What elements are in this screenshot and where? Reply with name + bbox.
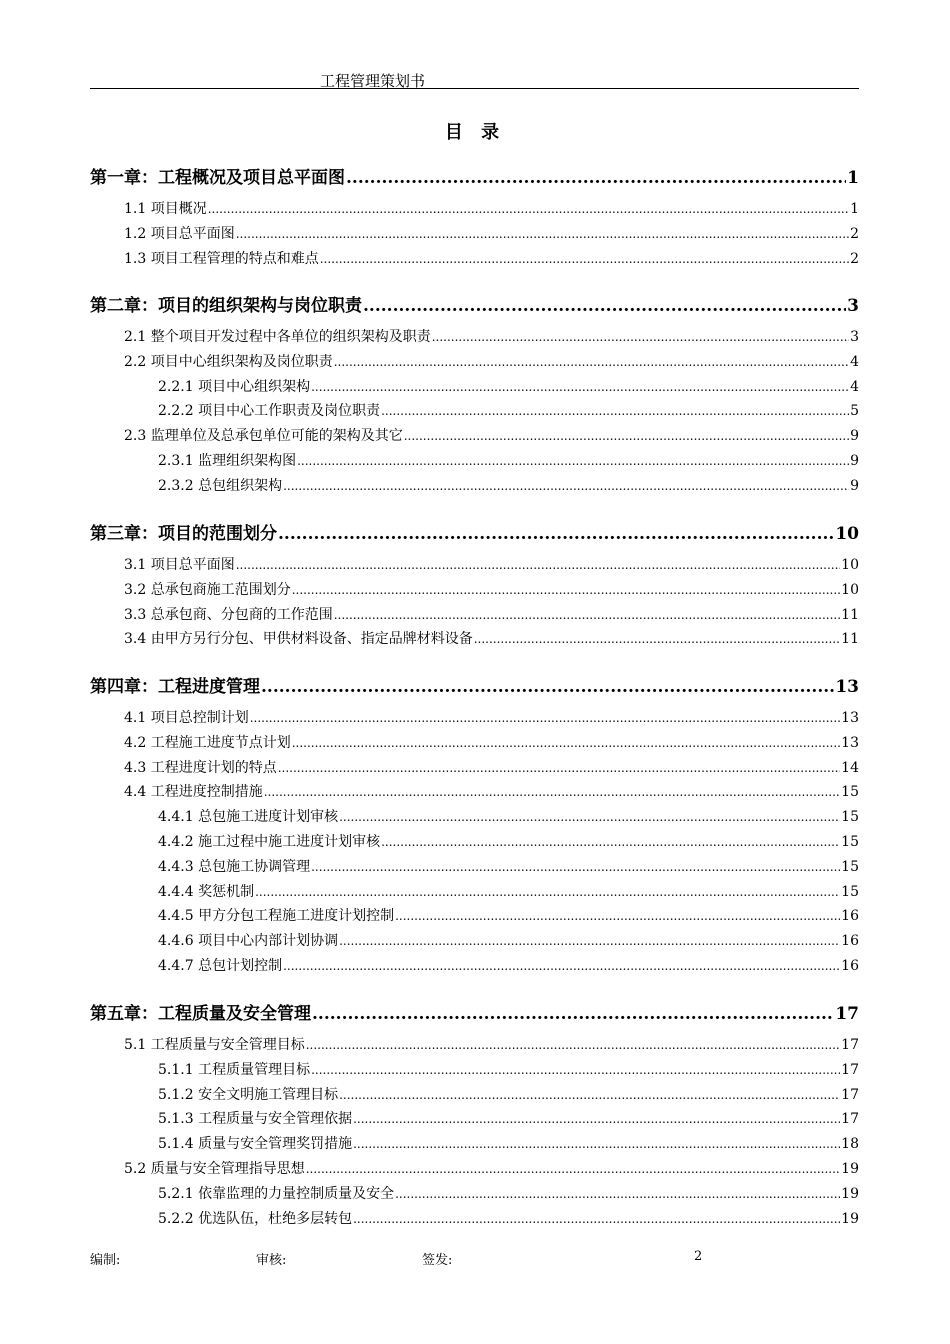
toc-entry-label: 4.4 工程进度控制措施 bbox=[124, 784, 263, 801]
toc-entry-label: 2.3.1 监理组织架构图 bbox=[158, 453, 297, 469]
toc-entry-label: 5.2.1 依靠监理的力量控制质量及安全 bbox=[158, 1185, 395, 1202]
toc-entry-label: 2.2.1 项目中心组织架构 bbox=[158, 378, 311, 395]
toc-dot-leader bbox=[255, 885, 840, 899]
toc-dot-leader bbox=[292, 736, 840, 750]
toc-entry-label: 4.4.3 总包施工协调管理 bbox=[158, 858, 311, 875]
toc-entry-label: 第四章：工程进度管理 bbox=[90, 677, 260, 697]
toc-section-entry[interactable] bbox=[124, 757, 859, 777]
toc-chapter-entry[interactable] bbox=[90, 163, 859, 188]
toc-section-entry[interactable] bbox=[124, 732, 859, 752]
toc-entry-label: 5.1.4 质量与安全管理奖罚措施 bbox=[158, 1136, 353, 1153]
toc-entry-label: 5.2.2 优选队伍，杜绝多层转包 bbox=[158, 1210, 353, 1227]
toc-entry-page-number: 14 bbox=[841, 759, 859, 776]
toc-section-entry[interactable] bbox=[124, 1034, 859, 1054]
toc-dot-leader bbox=[381, 404, 849, 418]
toc-section-entry[interactable] bbox=[124, 223, 859, 243]
toc-entry-page-number: 3 bbox=[850, 329, 859, 345]
toc-dot-leader bbox=[320, 252, 849, 266]
footer-editor-label: 编制: bbox=[90, 1253, 121, 1268]
toc-entry-label: 第五章：工程质量及安全管理 bbox=[90, 1004, 311, 1024]
footer-page-number: 2 bbox=[694, 1249, 703, 1264]
toc-entry-label: 第二章：项目的组织架构与岗位职责 bbox=[90, 296, 362, 316]
toc-entry-page-number: 10 bbox=[835, 524, 859, 544]
toc-section-entry[interactable] bbox=[158, 881, 859, 901]
toc-section-entry[interactable] bbox=[124, 628, 859, 648]
toc-entry-label: 2.3.2 总包组织架构 bbox=[158, 477, 283, 494]
toc-entry-label: 4.4.1 总包施工进度计划审核 bbox=[158, 809, 339, 826]
toc-chapter-entry[interactable] bbox=[90, 519, 859, 544]
toc-entry-label: 5.2 质量与安全管理指导思想 bbox=[124, 1161, 305, 1177]
toc-entry-label: 4.4.7 总包计划控制 bbox=[158, 958, 283, 974]
toc-entry-page-number: 3 bbox=[847, 296, 859, 316]
toc-section-entry[interactable] bbox=[124, 326, 859, 346]
toc-section-entry[interactable] bbox=[124, 781, 859, 801]
toc-section-entry[interactable] bbox=[158, 376, 859, 396]
toc-dot-leader bbox=[311, 380, 849, 394]
toc-entry-page-number: 15 bbox=[841, 883, 859, 900]
toc-section-entry[interactable] bbox=[158, 400, 859, 420]
toc-section-entry[interactable] bbox=[124, 425, 859, 445]
toc-entry-page-number: 15 bbox=[841, 858, 859, 875]
toc-entry-page-number: 19 bbox=[841, 1161, 859, 1177]
toc-dot-leader bbox=[363, 296, 846, 316]
toc-entry-page-number: 4 bbox=[850, 378, 859, 395]
toc-entry-page-number: 16 bbox=[841, 933, 859, 950]
toc-dot-leader bbox=[297, 454, 849, 468]
toc-entry-page-number: 15 bbox=[841, 784, 859, 801]
toc-entry-label: 4.4.4 奖惩机制 bbox=[158, 883, 255, 900]
toc-section-entry[interactable] bbox=[124, 707, 859, 727]
toc-section-entry[interactable] bbox=[158, 905, 859, 925]
toc-dot-leader bbox=[404, 429, 849, 443]
toc-entry-page-number: 17 bbox=[841, 1061, 859, 1078]
toc-dot-leader bbox=[283, 959, 840, 973]
toc-dot-leader bbox=[264, 785, 840, 799]
toc-section-entry[interactable] bbox=[124, 248, 859, 268]
toc-dot-leader bbox=[353, 1212, 840, 1226]
toc-entry-page-number: 5 bbox=[850, 403, 859, 420]
toc-section-entry[interactable] bbox=[158, 1183, 859, 1203]
toc-dot-leader bbox=[311, 1063, 840, 1077]
toc-entry-page-number: 13 bbox=[841, 734, 859, 751]
toc-section-entry[interactable] bbox=[158, 450, 859, 470]
toc-dot-leader bbox=[278, 524, 834, 544]
toc-section-entry[interactable] bbox=[158, 1208, 859, 1228]
toc-entry-page-number: 16 bbox=[841, 958, 859, 974]
toc-entry-label: 2.1 整个项目开发过程中各单位的组织架构及职责 bbox=[124, 329, 431, 345]
toc-dot-leader bbox=[312, 1004, 834, 1024]
toc-section-entry[interactable] bbox=[124, 604, 859, 624]
toc-dot-leader bbox=[353, 1137, 840, 1151]
toc-dot-leader bbox=[353, 1112, 840, 1126]
toc-entry-label: 4.2 工程施工进度节点计划 bbox=[124, 734, 291, 751]
toc-entry-page-number: 19 bbox=[841, 1210, 859, 1227]
toc-entry-page-number: 9 bbox=[850, 453, 859, 469]
toc-entry-label: 1.1 项目概况 bbox=[124, 201, 207, 217]
toc-entry-page-number: 11 bbox=[841, 631, 859, 648]
toc-dot-leader bbox=[236, 227, 849, 241]
toc-entry-label: 3.1 项目总平面图 bbox=[124, 557, 235, 573]
toc-dot-leader bbox=[334, 355, 849, 369]
toc-entry-page-number: 17 bbox=[841, 1111, 859, 1128]
toc-entry-label: 3.3 总承包商、分包商的工作范围 bbox=[124, 606, 333, 623]
toc-entry-label: 1.2 项目总平面图 bbox=[124, 225, 235, 242]
toc-section-entry[interactable] bbox=[124, 351, 859, 371]
toc-section-entry[interactable] bbox=[158, 1059, 859, 1079]
toc-entry-page-number: 10 bbox=[841, 581, 859, 598]
toc-entry-label: 5.1 工程质量与安全管理目标 bbox=[124, 1037, 305, 1053]
toc-dot-leader bbox=[474, 632, 840, 646]
toc-entry-page-number: 1 bbox=[847, 168, 859, 188]
toc-dot-leader bbox=[278, 761, 840, 775]
toc-entry-page-number: 4 bbox=[850, 353, 859, 370]
toc-entry-label: 2.2.2 项目中心工作职责及岗位职责 bbox=[158, 403, 381, 420]
toc-entry-page-number: 17 bbox=[835, 1004, 859, 1024]
toc-entry-page-number: 17 bbox=[841, 1086, 859, 1103]
toc-chapter-entry[interactable] bbox=[90, 291, 859, 316]
toc-section-entry[interactable] bbox=[158, 856, 859, 876]
toc-entry-page-number: 18 bbox=[841, 1136, 859, 1153]
toc-entry-page-number: 19 bbox=[841, 1185, 859, 1202]
toc-entry-label: 2.2 项目中心组织架构及岗位职责 bbox=[124, 353, 333, 370]
toc-entry-page-number: 10 bbox=[841, 557, 859, 573]
toc-entry-label: 第一章：工程概况及项目总平面图 bbox=[90, 168, 345, 188]
toc-dot-leader bbox=[339, 810, 840, 824]
footer-reviewer-label: 审核: bbox=[256, 1253, 287, 1268]
toc-chapter-entry[interactable] bbox=[90, 672, 859, 697]
toc-dot-leader bbox=[381, 835, 840, 849]
header-divider bbox=[90, 88, 859, 89]
toc-entry-page-number: 11 bbox=[841, 606, 859, 623]
toc-section-entry[interactable] bbox=[158, 475, 859, 495]
toc-entry-label: 3.2 总承包商施工范围划分 bbox=[124, 581, 291, 598]
toc-section-entry[interactable] bbox=[124, 198, 859, 218]
page-header-title: 工程管理策划书 bbox=[320, 72, 426, 90]
toc-dot-leader bbox=[283, 479, 849, 493]
toc-section-entry[interactable] bbox=[158, 831, 859, 851]
toc-title: 目 录 bbox=[444, 122, 506, 143]
toc-dot-leader bbox=[261, 677, 834, 697]
toc-dot-leader bbox=[250, 711, 840, 725]
toc-dot-leader bbox=[334, 608, 840, 622]
toc-section-entry[interactable] bbox=[124, 579, 859, 599]
toc-dot-leader bbox=[339, 934, 840, 948]
toc-entry-label: 5.1.2 安全文明施工管理目标 bbox=[158, 1086, 339, 1103]
toc-dot-leader bbox=[311, 860, 840, 874]
toc-entry-page-number: 2 bbox=[850, 225, 859, 242]
toc-entry-label: 4.4.5 甲方分包工程施工进度计划控制 bbox=[158, 908, 395, 925]
toc-dot-leader bbox=[395, 1187, 840, 1201]
toc-entry-label: 3.4 由甲方另行分包、甲供材料设备、指定品牌材料设备 bbox=[124, 631, 473, 648]
toc-dot-leader bbox=[292, 583, 840, 597]
toc-section-entry[interactable] bbox=[158, 1133, 859, 1153]
toc-dot-leader bbox=[306, 1038, 840, 1052]
toc-dot-leader bbox=[339, 1088, 840, 1102]
toc-entry-label: 4.1 项目总控制计划 bbox=[124, 710, 249, 726]
toc-section-entry[interactable] bbox=[124, 1158, 859, 1178]
toc-entry-label: 1.3 项目工程管理的特点和难点 bbox=[124, 250, 319, 267]
toc-section-entry[interactable] bbox=[124, 554, 859, 574]
toc-dot-leader bbox=[236, 558, 840, 572]
toc-dot-leader bbox=[346, 168, 846, 188]
toc-dot-leader bbox=[306, 1162, 840, 1176]
toc-entry-label: 5.1.3 工程质量与安全管理依据 bbox=[158, 1111, 353, 1128]
toc-entry-label: 2.3 监理单位及总承包单位可能的架构及其它 bbox=[124, 428, 403, 445]
toc-section-entry[interactable] bbox=[158, 1108, 859, 1128]
toc-section-entry[interactable] bbox=[158, 806, 859, 826]
toc-section-entry[interactable] bbox=[158, 930, 859, 950]
toc-entry-page-number: 1 bbox=[850, 201, 859, 217]
toc-dot-leader bbox=[208, 202, 849, 216]
toc-entry-label: 5.1.1 工程质量管理目标 bbox=[158, 1061, 311, 1078]
toc-entry-page-number: 15 bbox=[841, 834, 859, 850]
toc-entry-page-number: 13 bbox=[835, 677, 859, 697]
toc-entry-page-number: 9 bbox=[850, 477, 859, 494]
footer-sign-label: 签发: bbox=[422, 1253, 453, 1268]
toc-entry-page-number: 9 bbox=[850, 428, 859, 445]
toc-entry-page-number: 13 bbox=[841, 710, 859, 726]
toc-entry-label: 4.4.2 施工过程中施工进度计划审核 bbox=[158, 834, 381, 850]
toc-entry-page-number: 15 bbox=[841, 809, 859, 826]
toc-entry-label: 第三章：项目的范围划分 bbox=[90, 524, 277, 544]
toc-section-entry[interactable] bbox=[158, 955, 859, 975]
toc-entry-label: 4.3 工程进度计划的特点 bbox=[124, 759, 277, 776]
toc-dot-leader bbox=[395, 909, 840, 923]
toc-entry-page-number: 16 bbox=[841, 908, 859, 925]
toc-entry-page-number: 2 bbox=[850, 250, 859, 267]
toc-section-entry[interactable] bbox=[158, 1084, 859, 1104]
toc-chapter-entry[interactable] bbox=[90, 999, 859, 1024]
toc-entry-page-number: 17 bbox=[841, 1037, 859, 1053]
toc-dot-leader bbox=[432, 330, 849, 344]
toc-entry-label: 4.4.6 项目中心内部计划协调 bbox=[158, 933, 339, 950]
